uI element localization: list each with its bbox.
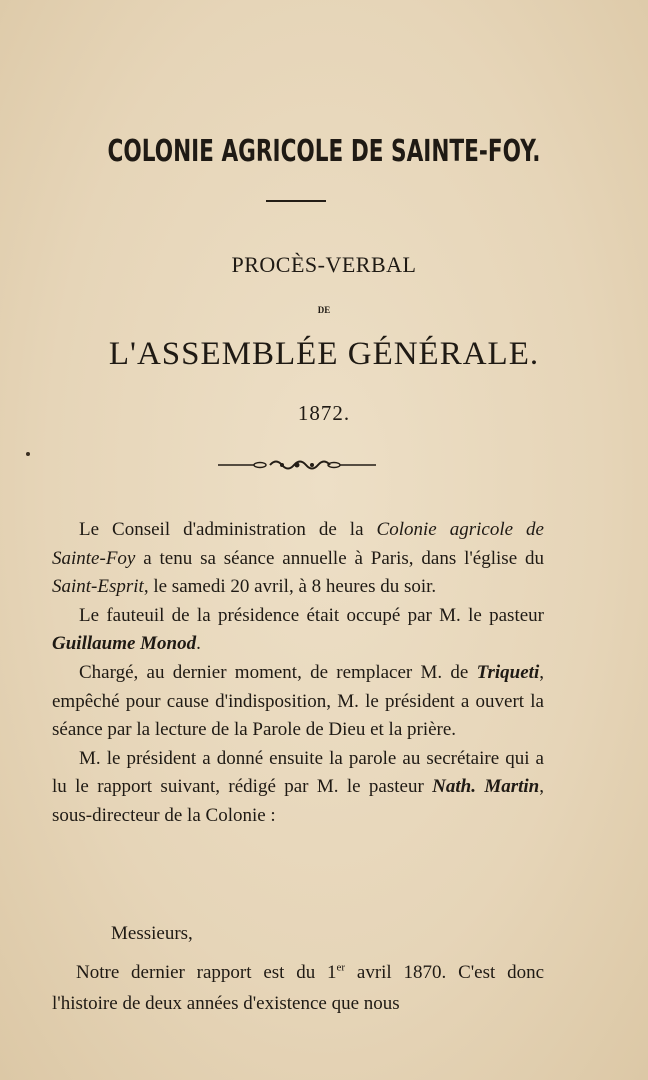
church-name: Saint-Esprit [52,576,144,598]
absent-member-name: Triqueti [476,661,540,683]
paragraph-5-text-2: avril 1870. C'est donc l'histoire de deux années d'existence que nous [52,962,544,1014]
salutation: Messieurs, [111,923,193,944]
paragraph-1 [52,516,544,602]
author-name: Nath. Martin [432,776,540,798]
paragraph-5-text-1: Notre dernier rapport est du 1 [76,962,337,983]
paragraph-4-text-2: , sous-directeur de la Colonie : [52,776,544,826]
paragraph-1-text-1: Le Conseil d'administration de la [79,519,377,540]
document-title: COLONIE AGRICOLE DE SAINTE-FOY. [107,134,541,169]
paragraph-1-text-2: a tenu sa séance annuelle à Paris, dans l'église du [135,547,544,569]
paragraph-2-text-2: . [196,633,201,655]
subtitle: PROCÈS-VERBAL [231,252,417,277]
president-name: Guillaume Monod [52,633,197,655]
assembly-heading: L'ASSEMBLÉE GÉNÉRALE. [108,336,540,372]
paragraph-3-text-1: Chargé, au dernier moment, de remplacer M. de [79,661,477,683]
title-rule [266,200,326,202]
paragraph-5-container [52,957,544,1019]
ordinal-suffix: er [336,961,346,974]
body-text [52,516,544,831]
paragraph-4-text-1: M. le président a donné ensuite la parole au secrétaire qui a lu le rapport suivant, rédigé par M. le pasteur [52,747,544,798]
paragraph-5 [52,957,544,1019]
paragraph-2-text-1: Le fauteuil de la présidence était occupé par M. le pasteur [79,604,544,626]
paragraph-2 [52,602,544,659]
paragraph-3-text-2: , empêché pour cause d'indisposition, M. le président a ouvert la séance par la lecture de la Parole de Dieu et la prière. [52,661,544,741]
colonie-name: Colonie agricole de Sainte-Foy [52,519,544,569]
year: 1872. [297,401,351,425]
ornamental-divider-icon [218,458,376,472]
paragraph-4 [52,745,544,831]
paragraph-1-text-3: , le samedi 20 avril, à 8 heures du soir. [143,576,437,598]
connector-word: DE [317,305,331,315]
paragraph-3 [52,659,544,745]
margin-mark [26,452,30,456]
